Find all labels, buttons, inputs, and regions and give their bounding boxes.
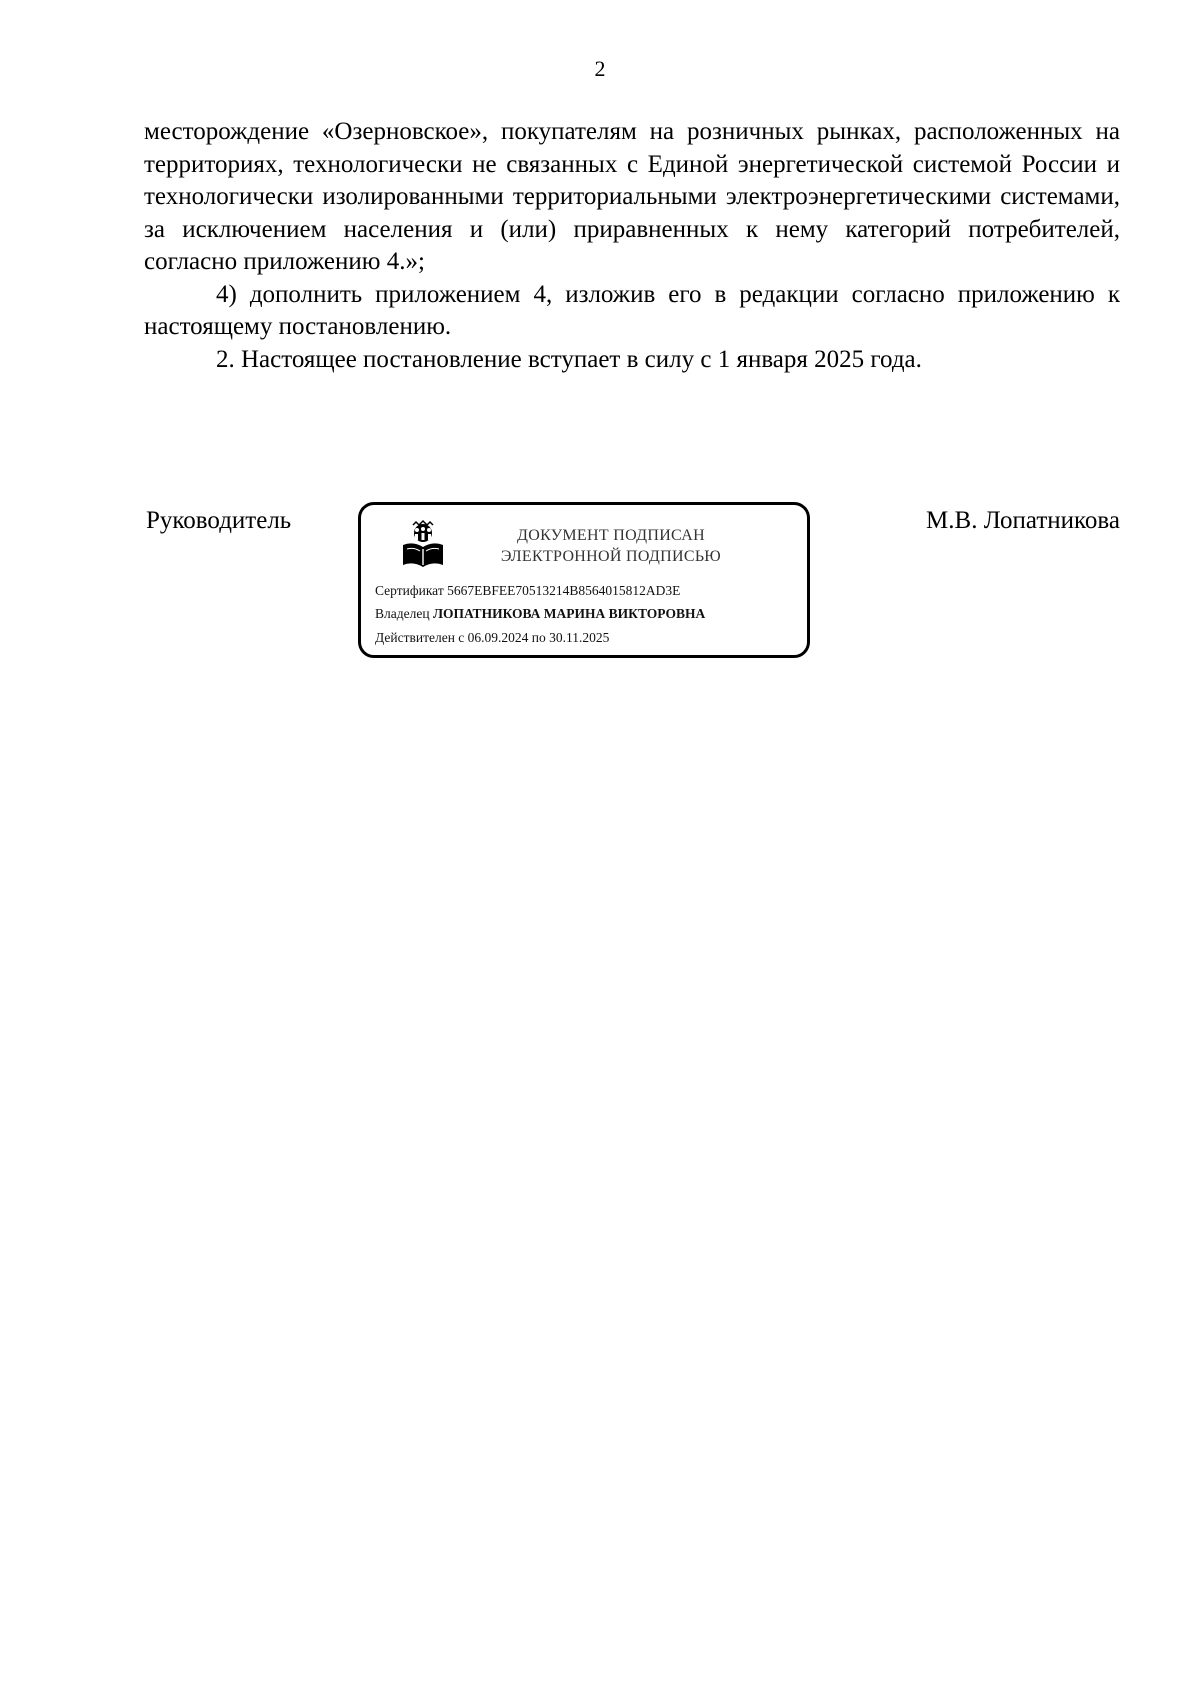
stamp-owner <box>375 605 705 623</box>
owner-value: ЛОПАТНИКОВА МАРИНА ВИКТОРОВНА <box>432 606 706 621</box>
owner-label: Владелец <box>375 606 430 621</box>
signatory-title: Руководитель <box>146 507 292 534</box>
certificate-label: Сертификат <box>375 583 444 598</box>
stamp-header <box>461 525 761 567</box>
validity-to-label: по <box>531 630 546 645</box>
stamp-certificate <box>375 582 680 600</box>
certificate-value: 5667EBFEE70513214B8564015812AD3E <box>447 583 681 598</box>
document-body <box>144 116 1120 376</box>
paragraph-continuation: месторождение «Озерновское», покупателям на розничных рынках, расположенных на территориях, технологически не связанных с Единой энергетической системой России и технологически изолированными территориальными электроэнергетическими системами, за исключением населения и (или) приравненных к нему категорий потребителей, согласно приложению 4.»; <box>144 118 1120 275</box>
validity-label: Действителен с <box>375 630 465 645</box>
stamp-header-line1: ДОКУМЕНТ ПОДПИСАН <box>517 527 705 544</box>
signature-block <box>144 502 1120 662</box>
stamp-header-line2: ЭЛЕКТРОННОЙ ПОДПИСЬЮ <box>500 548 722 565</box>
page-number: 2 <box>594 56 606 81</box>
paragraph-item-4: 4) дополнить приложением 4, изложив его в редакции согласно приложению к настоящему постановлению. <box>144 280 1120 340</box>
stamp-validity <box>375 629 609 647</box>
signatory-name: М.В. Лопатникова <box>926 507 1120 534</box>
validity-to: 30.11.2025 <box>549 630 610 645</box>
coat-of-arms-emblem-icon <box>399 519 447 571</box>
electronic-signature-stamp <box>358 502 810 658</box>
paragraph-effective-date: 2. Настоящее постановление вступает в силу с 1 января 2025 года. <box>216 345 922 373</box>
validity-from: 06.09.2024 <box>467 630 529 645</box>
